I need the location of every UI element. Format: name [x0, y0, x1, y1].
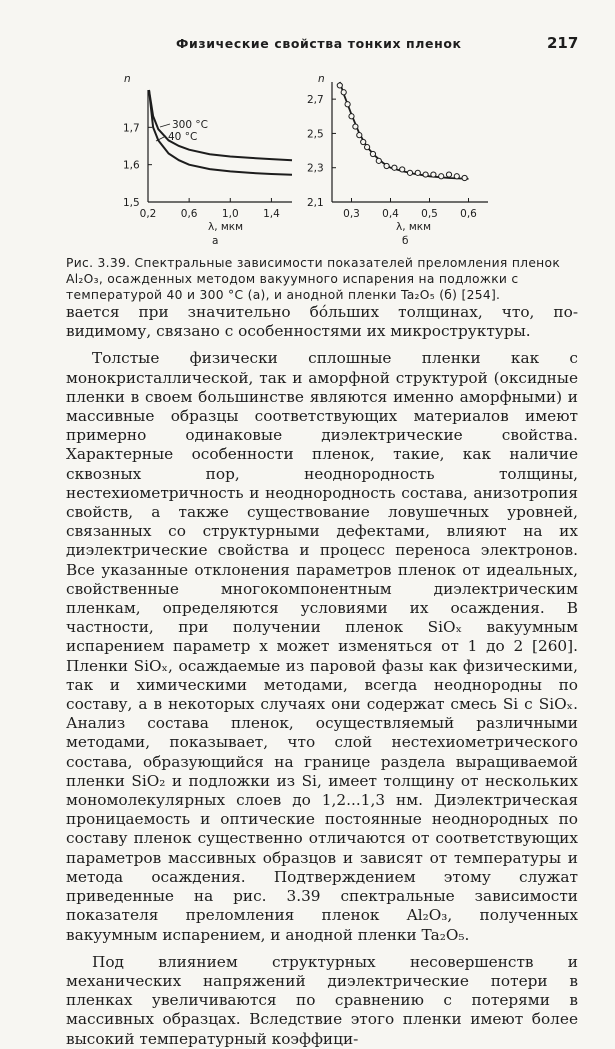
page-number: 217	[547, 34, 579, 52]
chart-b-xtick-label: 0,4	[382, 208, 399, 220]
chart-a-xtick-label: 0,2	[139, 208, 157, 220]
chart-b-ytick-label: 2,3	[307, 162, 324, 175]
chart-b-data-point	[337, 83, 342, 88]
chart-b-data-point	[384, 163, 389, 168]
legend-300c-label: 300 °C	[172, 119, 208, 131]
figure-caption: Рис. 3.39. Спектральные зависимости показателей преломления пленок Al₂O₃, осажденных методом вакуумного испарения на подложки с температурой 40 и 300 °С (а), и анодной пленки Ta₂O₅ (б) [254].	[66, 256, 561, 302]
chart-a-ytick-label: 1,7	[123, 122, 140, 135]
chart-b-data-point	[370, 151, 375, 156]
chart-b-data-point	[349, 114, 354, 119]
chart-a-xlabel: λ, мкм	[208, 221, 244, 233]
paragraph-losses: Под влиянием структурных несовершенств и механических напряжений диэлектрические потери в пленках увеличиваются по сравнению с потерями в массивных образцах. Вследствие этого пленки имеют более высокий температурный коэффици-	[66, 952, 578, 1048]
chart-a-xtick-label: 1,0	[221, 208, 239, 220]
running-title: Физические свойства тонких пленок	[176, 36, 462, 51]
chart-b-data-point	[341, 90, 346, 95]
chart-b-panel-label: б	[402, 235, 409, 247]
paragraph-continuation: вается при значительно бóльших толщинах, что, по-видимому, связано с особенностями их микроструктуры.	[66, 303, 578, 341]
chart-b-fit-curve	[340, 82, 469, 179]
legend-40c-label: 40 °C	[168, 131, 198, 143]
chart-b-data-point	[446, 172, 451, 177]
chart-a-panel-label: а	[212, 235, 219, 247]
chart-b-data-point	[462, 175, 467, 180]
chart-b-data-point	[423, 172, 428, 177]
paragraph-thick-films: Толстые физически сплошные пленки как с монокристаллической, так и аморфной структурой (оксидные пленки в своем большинстве являются именно аморфными) и массивные образцы соответствующих материалов имеют примерно одинаковые диэлектрические свойства. Характерные особенности пленок, такие, как наличие сквозных пор, неоднородность толщины, нестехиометричность и неоднородность состава, анизотропия свойств, а также существование ловушечных уровней, связанных со структурными дефектами, влияют на их диэлектрические свойства и процесс переноса электронов. Все указанные отклонения параметров пленок от идеальных, свойственные многокомпонентным диэлектрическим пленкам, определяются условиями их осаждения. В частности, при получении пленок SiOₓ вакуумным испарением параметр x может изменяться от 1 до 2 [260]. Пленки SiOₓ, осаждаемые из паровой фазы как физическими, так и химическими методами, всегда неоднородны по составу, а в некоторых случаях они содержат смесь Si с SiOₓ. Анализ состава пленок, осуществляемый различными методами, показывает, что слой нестехиометрического состава, образующийся на границе раздела выращиваемой пленки SiO₂ и подложки из Si, имеет толщину от нескольких мономолекулярных слоев до 1,2...1,3 нм. Диэлектрическая проницаемость и оптические постоянные неоднородных по составу пленок существенно отличаются от соответствующих параметров массивных образцов и зависят от температуры и метода осаждения. Подтверждением этому служат приведенные на рис. 3.39 спектральные зависимости показателя преломления пленок Al₂O₃, полученных вакуумным испарением, и анодной пленки Ta₂O₅.	[66, 349, 578, 944]
chart-a	[123, 73, 292, 247]
chart-b-data-point	[439, 174, 444, 179]
chart-b-ytick-label: 2,1	[307, 197, 324, 209]
chart-b-data-point	[431, 172, 436, 177]
chart-b-data-point	[392, 165, 397, 170]
chart-b-data-point	[407, 170, 412, 175]
body-text	[66, 303, 578, 1049]
chart-b-xtick-label: 0,5	[421, 208, 438, 220]
chart-a-xtick-label: 1,4	[263, 208, 280, 220]
chart-b-data-point	[353, 124, 358, 129]
legend-300c-leader	[160, 124, 170, 127]
chart-a-ylabel: n	[124, 73, 131, 85]
chart-b-data-point	[400, 167, 405, 172]
chart-b-xlabel: λ, мкм	[396, 221, 432, 233]
figure-3-39	[0, 0, 615, 260]
chart-a-series-300c	[149, 90, 292, 160]
chart-b-data-point	[376, 158, 381, 163]
chart-b-xtick-label: 0,6	[460, 208, 477, 220]
chart-b-data-point	[361, 139, 366, 144]
chart-b-data-point	[454, 174, 459, 179]
chart-a-ytick-label: 1,6	[123, 159, 140, 172]
chart-b-data-point	[415, 170, 420, 175]
chart-a-ytick-label: 1,5	[123, 197, 140, 209]
chart-b-data-point	[345, 102, 350, 107]
chart-b-ytick-label: 2,7	[307, 94, 324, 107]
chart-a-xtick-label: 0,6	[180, 208, 198, 220]
chart-b-xtick-label: 0,3	[343, 208, 360, 220]
chart-b-ytick-label: 2,5	[307, 128, 324, 141]
chart-b-ylabel: n	[318, 73, 325, 85]
chart-b-data-point	[365, 145, 370, 150]
chart-b	[307, 73, 488, 247]
chart-b-data-point	[357, 133, 362, 138]
